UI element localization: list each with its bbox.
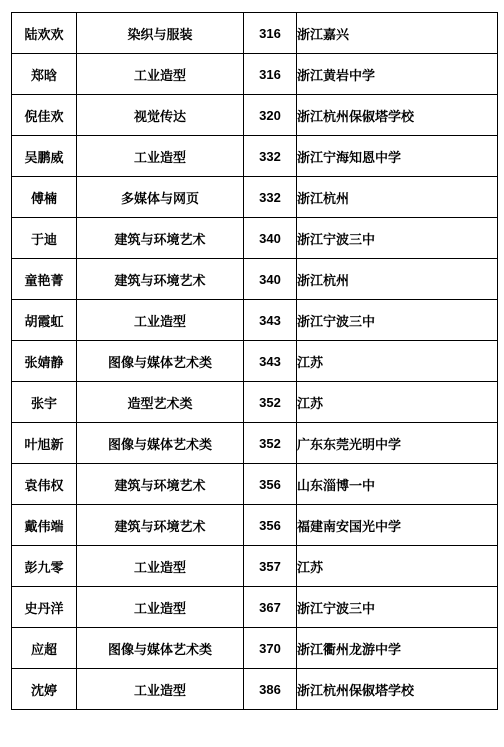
student-name-cell: 史丹洋 xyxy=(12,587,77,628)
major-cell: 工业造型 xyxy=(77,136,244,177)
major-cell: 图像与媒体艺术类 xyxy=(77,628,244,669)
major-cell: 造型艺术类 xyxy=(77,382,244,423)
school-cell: 浙江宁海知恩中学 xyxy=(297,136,498,177)
score-cell: 332 xyxy=(244,177,297,218)
major-cell: 建筑与环境艺术 xyxy=(77,505,244,546)
table-row xyxy=(12,341,498,382)
table-row xyxy=(12,505,498,546)
major-cell: 工业造型 xyxy=(77,546,244,587)
results-table-body xyxy=(12,13,498,710)
major-cell: 建筑与环境艺术 xyxy=(77,464,244,505)
school-cell: 江苏 xyxy=(297,546,498,587)
table-row xyxy=(12,300,498,341)
table-row xyxy=(12,587,498,628)
school-cell: 浙江嘉兴 xyxy=(297,13,498,54)
student-name-cell: 彭九零 xyxy=(12,546,77,587)
table-row xyxy=(12,628,498,669)
school-cell: 江苏 xyxy=(297,341,498,382)
table-row xyxy=(12,546,498,587)
score-cell: 356 xyxy=(244,505,297,546)
table-row xyxy=(12,13,498,54)
results-table xyxy=(11,12,498,710)
student-name-cell: 袁伟权 xyxy=(12,464,77,505)
school-cell: 浙江杭州 xyxy=(297,259,498,300)
score-cell: 357 xyxy=(244,546,297,587)
student-name-cell: 胡霞虹 xyxy=(12,300,77,341)
student-name-cell: 吴鹏威 xyxy=(12,136,77,177)
table-row xyxy=(12,54,498,95)
student-name-cell: 沈婷 xyxy=(12,669,77,710)
score-cell: 332 xyxy=(244,136,297,177)
major-cell: 工业造型 xyxy=(77,54,244,95)
major-cell: 建筑与环境艺术 xyxy=(77,259,244,300)
school-cell: 浙江杭州保俶塔学校 xyxy=(297,95,498,136)
score-cell: 370 xyxy=(244,628,297,669)
score-cell: 340 xyxy=(244,259,297,300)
school-cell: 福建南安国光中学 xyxy=(297,505,498,546)
table-row xyxy=(12,177,498,218)
student-name-cell: 叶旭新 xyxy=(12,423,77,464)
student-name-cell: 傅楠 xyxy=(12,177,77,218)
score-cell: 352 xyxy=(244,382,297,423)
major-cell: 染织与服装 xyxy=(77,13,244,54)
school-cell: 广东东莞光明中学 xyxy=(297,423,498,464)
table-row xyxy=(12,95,498,136)
student-name-cell: 陆欢欢 xyxy=(12,13,77,54)
major-cell: 建筑与环境艺术 xyxy=(77,218,244,259)
score-cell: 316 xyxy=(244,13,297,54)
table-row xyxy=(12,382,498,423)
score-cell: 343 xyxy=(244,300,297,341)
school-cell: 浙江宁波三中 xyxy=(297,300,498,341)
table-row xyxy=(12,259,498,300)
major-cell: 工业造型 xyxy=(77,300,244,341)
score-cell: 343 xyxy=(244,341,297,382)
score-cell: 316 xyxy=(244,54,297,95)
score-cell: 340 xyxy=(244,218,297,259)
student-name-cell: 童艳菁 xyxy=(12,259,77,300)
student-name-cell: 应超 xyxy=(12,628,77,669)
table-row xyxy=(12,669,498,710)
school-cell: 浙江杭州保俶塔学校 xyxy=(297,669,498,710)
major-cell: 视觉传达 xyxy=(77,95,244,136)
major-cell: 图像与媒体艺术类 xyxy=(77,423,244,464)
score-cell: 386 xyxy=(244,669,297,710)
school-cell: 浙江衢州龙游中学 xyxy=(297,628,498,669)
school-cell: 浙江杭州 xyxy=(297,177,498,218)
school-cell: 浙江黄岩中学 xyxy=(297,54,498,95)
table-row xyxy=(12,136,498,177)
student-name-cell: 倪佳欢 xyxy=(12,95,77,136)
student-name-cell: 张宇 xyxy=(12,382,77,423)
score-cell: 352 xyxy=(244,423,297,464)
school-cell: 浙江宁波三中 xyxy=(297,218,498,259)
student-name-cell: 郑晗 xyxy=(12,54,77,95)
major-cell: 图像与媒体艺术类 xyxy=(77,341,244,382)
school-cell: 浙江宁波三中 xyxy=(297,587,498,628)
table-row xyxy=(12,464,498,505)
student-name-cell: 于迪 xyxy=(12,218,77,259)
student-name-cell: 戴伟端 xyxy=(12,505,77,546)
score-cell: 367 xyxy=(244,587,297,628)
table-row xyxy=(12,218,498,259)
major-cell: 工业造型 xyxy=(77,669,244,710)
major-cell: 工业造型 xyxy=(77,587,244,628)
score-cell: 356 xyxy=(244,464,297,505)
school-cell: 山东淄博一中 xyxy=(297,464,498,505)
major-cell: 多媒体与网页 xyxy=(77,177,244,218)
score-cell: 320 xyxy=(244,95,297,136)
student-name-cell: 张婧静 xyxy=(12,341,77,382)
school-cell: 江苏 xyxy=(297,382,498,423)
table-row xyxy=(12,423,498,464)
